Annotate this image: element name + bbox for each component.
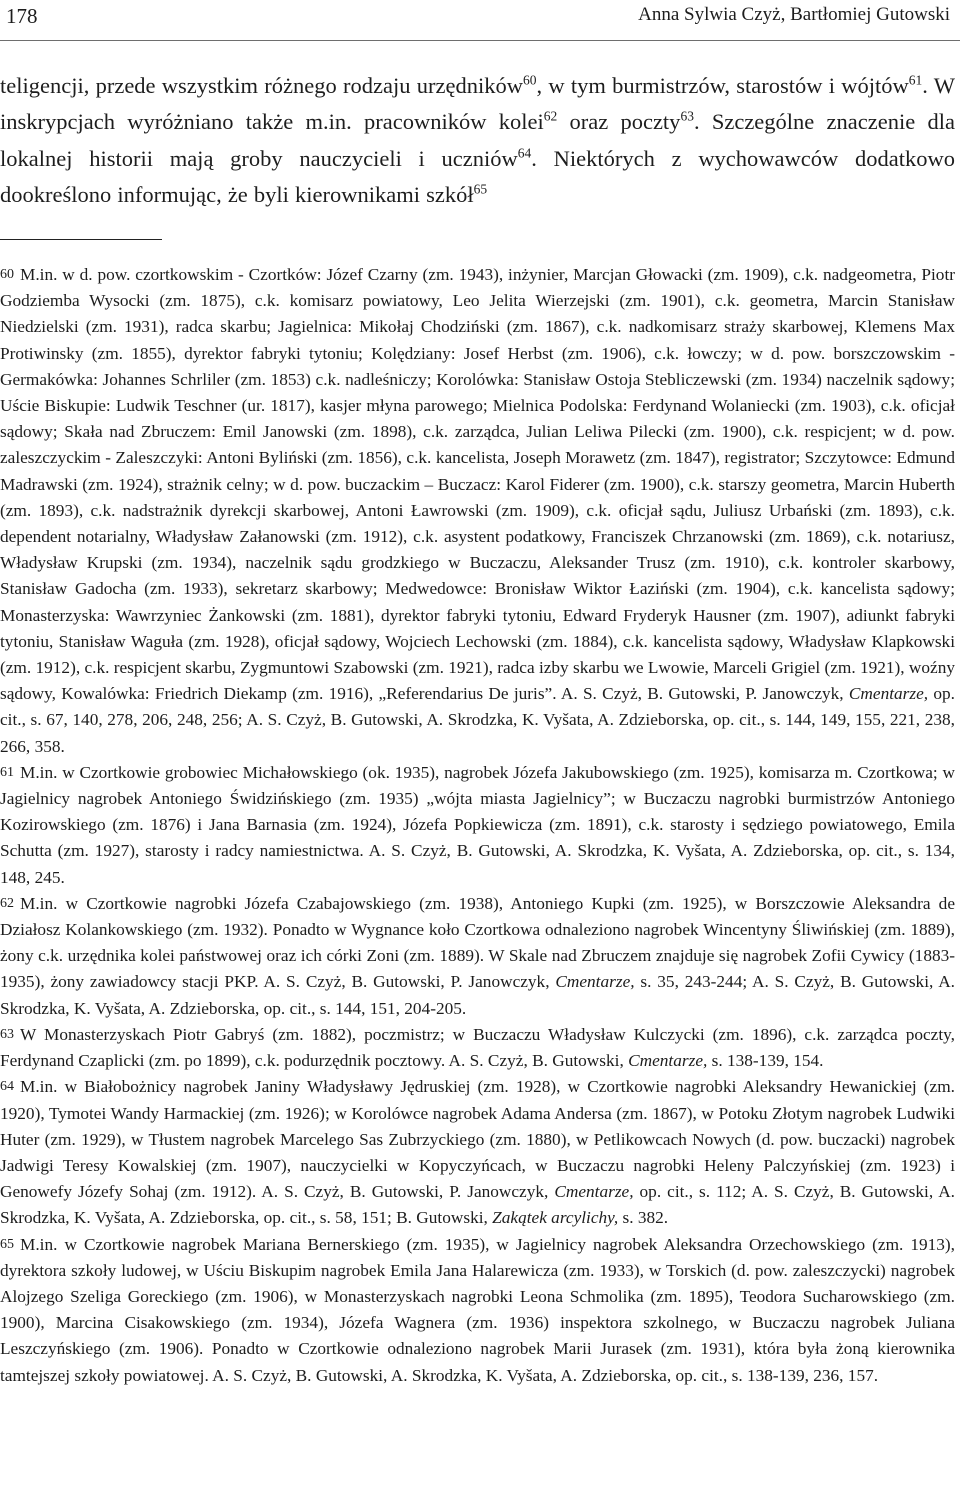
footnote-ref: 62 xyxy=(543,108,558,124)
body-paragraph xyxy=(0,68,955,214)
text-run: s. 382. xyxy=(618,1208,669,1228)
text-run: s. 35, 243-244; A. S. Czyż, B. Gutowski, A. Skrodzka, K. Vyšata, A. Zdzieborska, op. cit., s. 144, 151, 204-205. xyxy=(0,972,956,1018)
footnote-60 xyxy=(0,262,955,760)
text-run: s. 138-139, 154. xyxy=(707,1051,824,1071)
footnote-64 xyxy=(0,1074,955,1231)
italic-title: Cmentarze, xyxy=(554,1182,634,1202)
text-run: oraz poczty xyxy=(557,109,681,135)
text-run: M.in. w Czortkowie nagrobek Mariana Bernerskiego (zm. 1935), w Jagielnicy nagrobek Aleksandra Orzechowskiego (zm. 1913), dyrektora szkoły ludowej, w Uściu Biskupim nagrobek Emila Jana Halarewicza (zm. 1933), w Torskich (d. pow. zaleszczycki) nagrobek Alojzego Szeliga Goreckiego (zm. 1906), w Monasterzyskach nagrobki Leona Schmolika (zm. 1895), Teodora Sucharowskiego (zm. 1900), Marcina Cisakowskiego (zm. 1934), Józefa Wagnera (zm. 1936) inspektora szkolnego, w Buczaczu nagrobek Juliana Leszczyńskiego (zm. 1906). Ponadto w Czortkowie odnaleziono nagrobek Marii Jurasek (zm. 1931), która była żoną kierownika tamtejszej szkoły powiatowej. A. S. Czyż, B. Gutowski, A. Skrodzka, K. Vyšata, A. Zdzieborska, op. cit., s. 138-139, 236, 157. xyxy=(0,1234,955,1385)
page-number: 178 xyxy=(6,4,38,28)
footnote-61 xyxy=(0,760,955,891)
text-run: . Szczególne znaczenie dla lokalnej historii mają groby nauczycieli i uczniów xyxy=(0,109,955,171)
footnote-ref: 61 xyxy=(908,72,923,88)
footnote-ref: 63 xyxy=(680,108,694,124)
footnote-separator xyxy=(0,239,162,240)
italic-title: Zakątek arcylichy, xyxy=(492,1208,619,1228)
footnote-65 xyxy=(0,1232,955,1389)
footnote-number: 62 xyxy=(0,895,14,911)
italic-title: Cmentarze, xyxy=(628,1051,708,1071)
text-run: M.in. w d. pow. czortkowskim - Czortków: Józef Czarny (zm. 1943), inżynier, Marcjan Głowacki (zm. 1909), c.k. nadgeometra, Piotr Godziemba Wysocki (zm. 1875), c.k. komisarz powiatowy, Leo Jelita Wierzejski (zm. 1901), c.k. geometra, Marcin Stanisław Niedzielski (zm. 1931), radca skarbu; Jagielnica: Mikołaj Chodziński (zm. 1867), c.k. nadkomisarz straży skarbowej, Klemens Max Protiwinsky (zm. 1855), dyrektor fabryki tytoniu; Kolędziany: Josef Herbst (zm. 1906), c.k. łowczy; w d. pow. borszczowskim - Germakówka: Johannes Schrliler (zm. 1853) c.k. nadleśniczy; Korolówka: Stanisław Ostoja Stebliczewski (zm. 1934) naczelnik sądowy; Uście Biskupie: Ludwik Teschner (ur. 1817), kasjer młyna parowego; Mielnica Podolska: Ferdynand Wolaniecki (zm. 1903), c.k. oficjał sądowy; Skała nad Zbruczem: Emil Janowski (zm. 1898), c.k. zarządca, Julian Leliwa Pilecki (zm. 1900), c.k. respicjent; w d. pow. zaleszczyckim - Zaleszczyki: Antoni Byliński (zm. 1856), c.k. kancelista, Joseph Morawetz (zm. 1847), registrator; Szczytowce: Edmund Madrawski (zm. 1924), strażnik celny; w d. pow. buczackim – Buczacz: Karol Fiderer (zm. 1900), c.k. starszy geometra, Marcin Huberth (zm. 1893), c.k. nadstrażnik dyrekcji skarbowej, Antoni Ławrowski (zm. 1909), c.k. oficjał sądu, Juliusz Urbański (zm. 1893), c.k. dependent notarialny, Władysław Załanowski (zm. 1912), c.k. asystent podatkowy, Franciszek Chrzanowski (zm. 1869), c.k. notariusz, Władysław Krupski (zm. 1934), naczelnik sądu grodzkiego w Buczaczu, Aleksander Trusz (zm. 1910), c.k. kontroler skarbowy, Stanisław Gadocha (zm. 1933), sekretarz skarbowy; Medwedowce: Bronisław Wiktor Łaziński (zm. 1904), c.k. kancelista sądowy; Monasterzyska: Wawrzyniec Żankowski (zm. 1881), dyrektor fabryki tytoniu, Edward Fryderyk Hausner (zm. 1907), adiunkt fabryki tytoniu, Stanisław Waguła (zm. 1928), oficjał sądowy, Wojciech Lechowski (zm. 1884), c.k. kancelista sądowy, Władysław Klapkowski (zm. 1912), c.k. respicjent skarbu, Zygmuntowi Szabowski (zm. 1921), radca izby skarbu we Lwowie, Marceli Grigiel (zm. 1921), woźny sądowy, Kowalówka: Friedrich Diekamp (zm. 1916), „Referendarius De juris”. A. S. Czyż, B. Gutowski, P. Janowczyk, xyxy=(0,265,956,704)
running-head-authors: Anna Sylwia Czyż, Bartłomiej Gutowski xyxy=(638,4,950,25)
text-run: M.in. w Białobożnicy nagrobek Janiny Władysławy Jędruskiej (zm. 1928), w Czortkowie nagrobki Aleksandry Hewanickiej (zm. 1920), Tymotei Wandy Harmackiej (zm. 1926); w Korolówce nagrobek Adama Andersa (zm. 1867), w Potoku Złotym nagrobek Ludwiki Huter (zm. 1929), w Tłustem nagrobek Marcelego Sas Zubrzyckiego (zm. 1880), w Petlikowcach Nowych (d. pow. buczacki) nagrobek Jadwigi Teresy Kowalskiej (zm. 1907), nauczycielki w Kopyczyńcach, w Buczaczu nagrobki Heleny Palczyńskiej (zm. 1923) i Genowefy Józefy Sohaj (zm. 1912). A. S. Czyż, B. Gutowski, P. Janowczyk, xyxy=(0,1077,955,1202)
text-run: teligencji, przede wszystkim różnego rodzaju urzędników xyxy=(0,73,523,98)
text-run: M.in. w Czortkowie nagrobki Józefa Czabajowskiego (zm. 1938), Antoniego Kupki (zm. 1925), w Borszczowie Aleksandra de Działosz Kolankowskiego (zm. 1932). Ponadto w Wygnance koło Czortkowa odnaleziono nagrobek Wincentyny Śliwińskiej (zm. 1889), żony c.k. urzędnika kolei państwowej oraz ich córki Zoni (zm. 1889). W Skale nad Zbruczem znajduje się nagrobek Zofii Cywicy (1883-1935), żony zawiadowcy stacji PKP. A. S. Czyż, B. Gutowski, P. Janowczyk, xyxy=(0,893,955,992)
footnote-number: 65 xyxy=(0,1236,14,1252)
text-run: op. cit., s. 67, 140, 278, 206, 248, 256; A. S. Czyż, B. Gutowski, A. Skrodzka, K. Vyšata, A. Zdzieborska, op. cit., s. 144, 149, 155, 221, 238, 266, 358. xyxy=(0,684,955,756)
text-run: , w tym burmistrzów, starostów i wójtów xyxy=(536,73,909,98)
footnote-63 xyxy=(0,1022,955,1074)
text-run: . Niektórych z wychowawców dodatkowo dookreślono informując, że byli kierownikami szkół xyxy=(0,145,955,208)
italic-title: Cmentarze, xyxy=(848,684,929,704)
text-run: M.in. w Czortkowie grobowiec Michałowskiego (ok. 1935), nagrobek Józefa Jakubowskiego (zm. 1925), komisarza m. Czortkowa; w Jagielnicy nagrobek Antoniego Świdzińskiego (zm. 1935) „wójta miasta Jagielnicy”; w Buczaczu nagrobki burmistrzów Antoniego Kozirowskiego (zm. 1876) i Jana Barnasia (zm. 1924), Józefa Popkiewicza (zm. 1891), c.k. starosty i sędziego powiatowego, Emila Schutta (zm. 1927), starosty i radcy namiestnictwa. A. S. Czyż, B. Gutowski, A. Skrodzka, K. Vyšata, A. Zdzieborska, op. cit., s. 134, 148, 245. xyxy=(0,762,955,887)
footnote-number: 64 xyxy=(0,1079,14,1095)
footnote-ref: 65 xyxy=(473,181,488,197)
footnote-ref: 64 xyxy=(517,145,532,161)
running-header xyxy=(6,0,950,30)
footnote-number: 63 xyxy=(0,1026,14,1042)
header-rule xyxy=(0,40,960,41)
footnote-62 xyxy=(0,891,955,1022)
footnote-ref: 60 xyxy=(522,72,537,88)
footnote-number: 60 xyxy=(0,267,14,282)
footnote-number: 61 xyxy=(0,764,14,780)
text-run: . W inskrypcjach wyróżniano także m.in. pracowników kolei xyxy=(0,73,955,135)
text-run: op. cit., s. 112; A. S. Czyż, B. Gutowski, A. Skrodzka, K. Vyšata, A. Zdzieborska, op. cit., s. 58, 151; B. Gutowski, xyxy=(0,1182,955,1228)
footnotes xyxy=(0,262,955,1389)
italic-title: Cmentarze, xyxy=(555,972,635,992)
text-run: W Monasterzyskach Piotr Gabryś (zm. 1882), poczmistrz; w Buczaczu Władysław Kulczycki (zm. 1896), c.k. zarządca poczty, Ferdynand Czaplicki (zm. po 1899), c.k. podurzędnik pocztowy. A. S. Czyż, B. Gutowski, xyxy=(0,1024,955,1071)
